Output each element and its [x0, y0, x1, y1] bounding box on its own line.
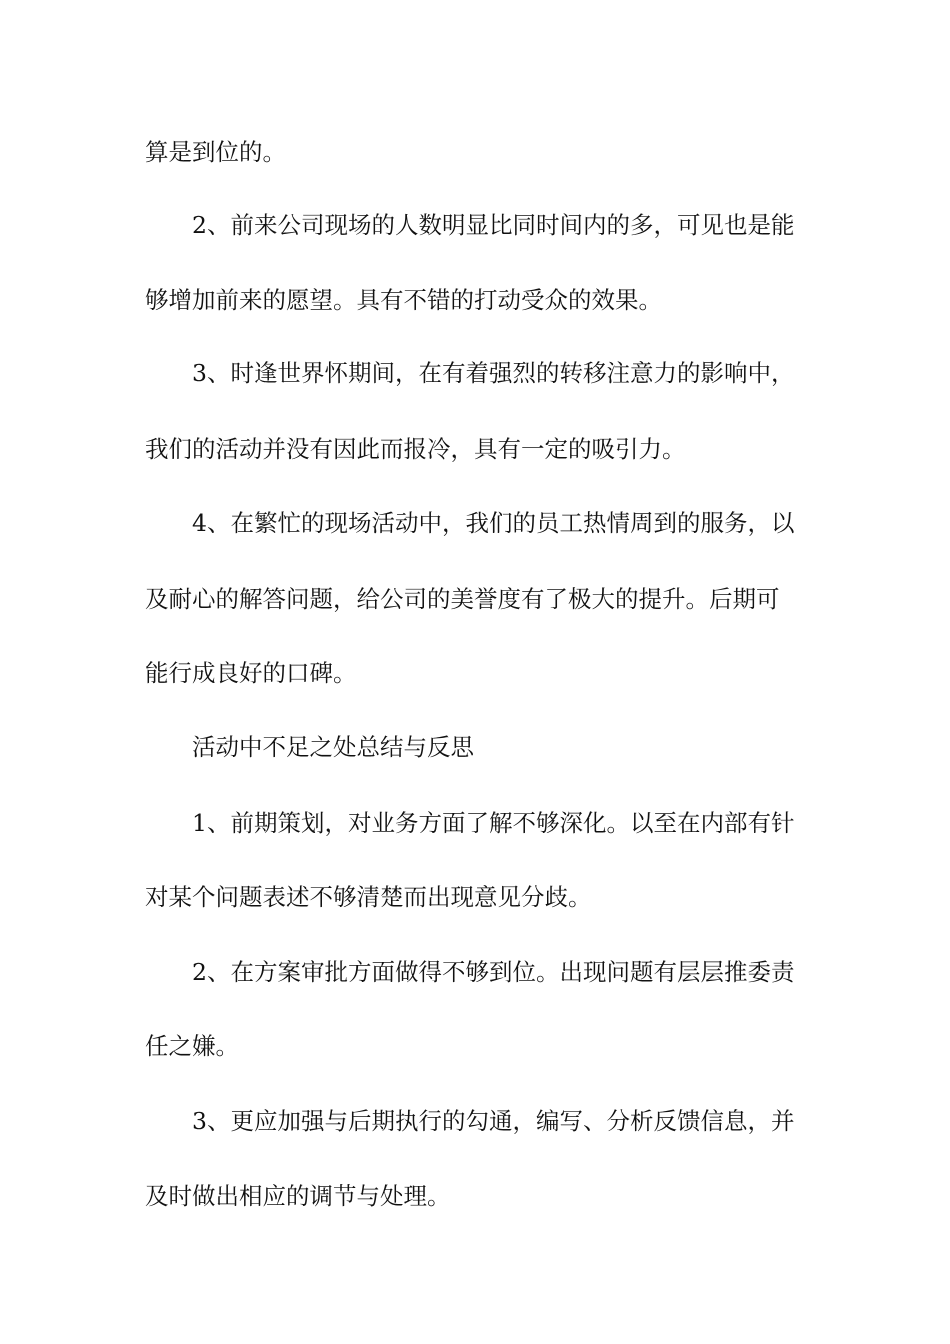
text-line: 我们的活动并没有因此而报冷，具有一定的吸引力。: [145, 435, 686, 463]
text-line: 3、时逢世界怀期间，在有着强烈的转移注意力的影响中，: [192, 359, 795, 387]
text-line: 够增加前来的愿望。具有不错的打动受众的效果。: [145, 286, 662, 314]
text-line: 2、在方案审批方面做得不够到位。出现问题有层层推委责: [192, 958, 795, 986]
text-line: 及耐心的解答问题，给公司的美誉度有了极大的提升。后期可: [145, 585, 780, 613]
text-line: 及时做出相应的调节与处理。: [145, 1182, 451, 1210]
text-line: 3、更应加强与后期执行的勾通，编写、分析反馈信息，并: [192, 1107, 795, 1135]
text-line: 对某个问题表述不够清楚而出现意见分歧。: [145, 883, 592, 911]
text-line: 1、前期策划，对业务方面了解不够深化。以至在内部有针: [192, 809, 795, 837]
section-heading: 活动中不足之处总结与反思: [192, 733, 474, 761]
text-line: 任之嫌。: [145, 1032, 239, 1060]
text-line: 算是到位的。: [145, 138, 286, 166]
text-line: 能行成良好的口碑。: [145, 659, 357, 687]
text-line: 2、前来公司现场的人数明显比同时间内的多，可见也是能: [192, 211, 795, 239]
text-line: 4、在繁忙的现场活动中，我们的员工热情周到的服务，以: [192, 509, 795, 537]
